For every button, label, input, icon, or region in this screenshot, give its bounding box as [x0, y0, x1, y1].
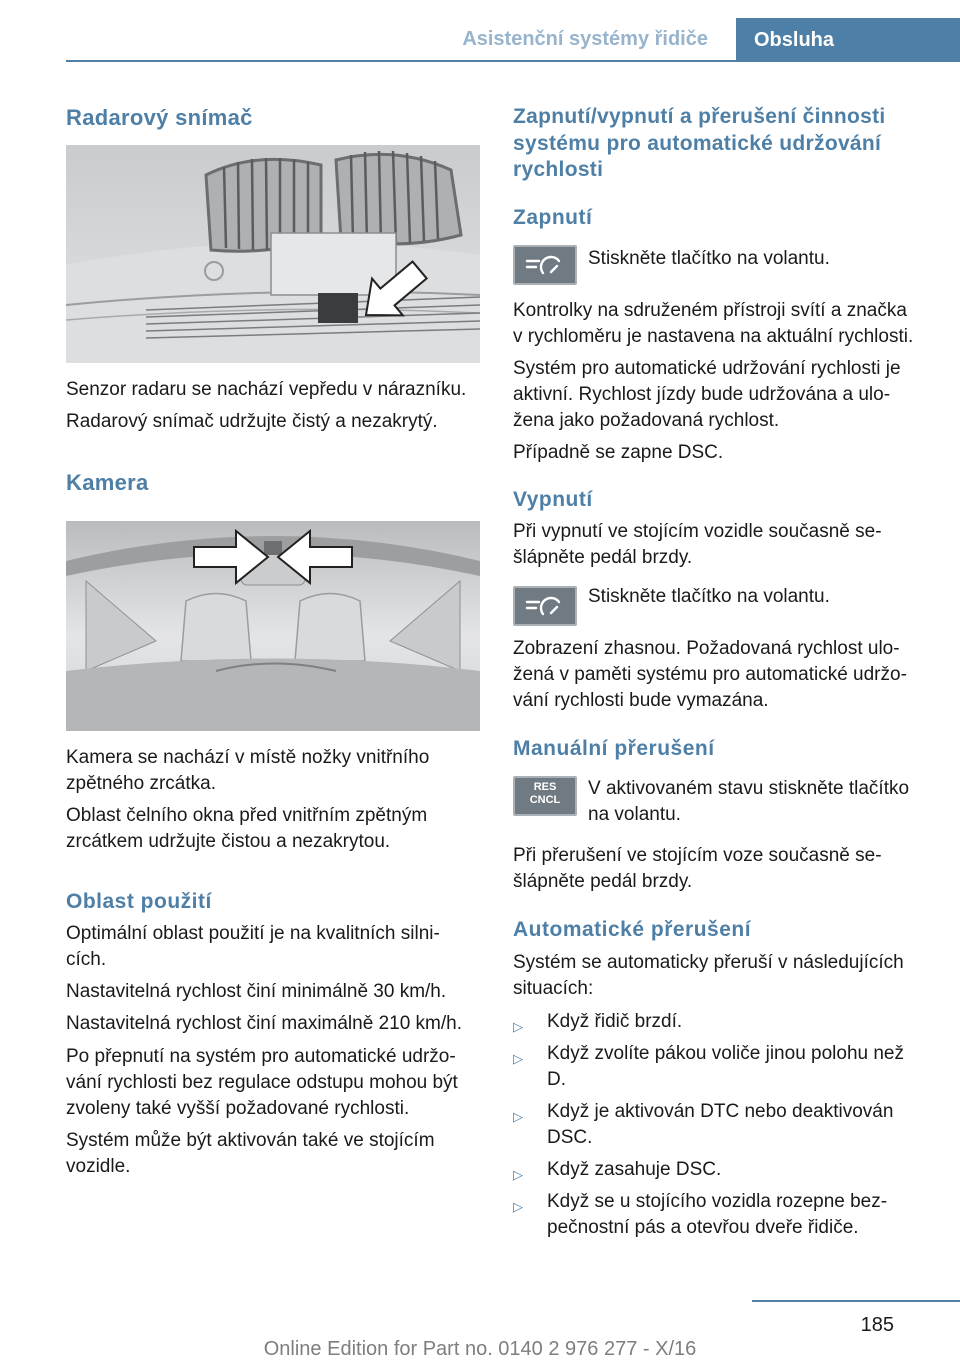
use-text-4-line-3: zvoleny také vyšší požadované rychlosti. [66, 1098, 410, 1119]
manual-interrupt-heading: Manuální přerušení [513, 737, 715, 760]
camera-text-1-line-1: Kamera se nachází v místě nožky vnitřního [66, 747, 430, 768]
on-text-2-line-1: Systém pro automatické udržování rychlosti je [513, 358, 901, 379]
cruise-control-off-button-icon [513, 586, 577, 626]
camera-photo [66, 521, 480, 731]
main-heading-line-3: rychlosti [513, 158, 604, 181]
use-text-2: Nastavitelná rychlost činí minimálně 30 km/h. [66, 981, 447, 1002]
main-heading-line-2: systému pro automatické udržování [513, 132, 882, 155]
camera-heading: Kamera [66, 470, 149, 495]
on-button-text: Stiskněte tlačítko na volantu. [588, 248, 830, 269]
off-text-1-line-1: Při vypnutí ve stojícím vozidle současně se- [513, 521, 882, 542]
page-footer [0, 1300, 960, 1362]
off-text-2-line-1: Zobrazení zhasnou. Požadovaná rychlost ulo- [513, 638, 900, 659]
on-text-1-line-2: v rychloměru je nastavena na aktuální rychlosti. [513, 326, 914, 347]
on-heading: Zapnutí [513, 206, 593, 229]
auto-interrupt-heading: Automatické přerušení [513, 918, 752, 941]
manual-button-text-line-1: V aktivovaném stavu stiskněte tlačítko [588, 778, 910, 799]
use-text-1-line-1: Optimální oblast použití je na kvalitních silni- [66, 923, 440, 944]
list-item-text: Když je aktivován DTC nebo deaktivován [547, 1101, 894, 1122]
radar-text-1: Senzor radaru se nachází vepředu v nárazníku. [66, 379, 467, 400]
edition-line: Online Edition for Part no. 0140 2 976 277 - X/16 [263, 1338, 697, 1360]
on-text-1-line-1: Kontrolky na sdruženém přístroji svítí a značka [513, 300, 907, 321]
res-label: RES [533, 781, 557, 793]
header-section-title: Asistenční systémy řidiče [462, 28, 708, 50]
on-text-2-line-3: žena jako požadovaná rychlost. [513, 410, 780, 431]
radar-text-2: Radarový snímač udržujte čistý a nezakrytý. [66, 411, 438, 432]
bullet-triangle-icon: ▷ [513, 1167, 523, 1182]
bullet-triangle-icon: ▷ [513, 1019, 523, 1034]
manual-button-text-line-2: na volantu. [588, 804, 681, 825]
camera-text-2-line-2: zrcátkem udržujte čistou a nezakrytou. [66, 831, 391, 852]
camera-text-1-line-2: zpětného zrcátka. [66, 773, 216, 794]
page-header [0, 0, 960, 62]
use-text-3: Nastavitelná rychlost činí maximálně 210 km/h. [66, 1013, 462, 1034]
off-text-2-line-3: vání rychlosti bude vymazána. [513, 690, 769, 711]
list-item-text: pečnostní pás a otevřou dveře řidiče. [547, 1217, 859, 1238]
off-heading: Vypnutí [513, 488, 593, 511]
radar-sensor-photo [66, 145, 480, 363]
res-cncl-button-icon [513, 776, 577, 816]
header-chapter-tab: Obsluha [736, 18, 960, 62]
use-text-5-line-2: vozidle. [66, 1156, 131, 1177]
use-text-4-line-1: Po přepnutí na systém pro automatické udržo- [66, 1046, 456, 1067]
use-heading: Oblast použití [66, 890, 212, 913]
manual-text-1-line-1: Při přerušení ve stojícím voze současně se- [513, 845, 882, 866]
main-heading-line-1: Zapnutí/vypnutí a přerušení činnosti [513, 105, 886, 128]
list-item-text: DSC. [547, 1127, 593, 1148]
header-rule [66, 60, 960, 62]
use-text-5-line-1: Systém může být aktivován také ve stojícím [66, 1130, 435, 1151]
footer-rule [752, 1300, 960, 1302]
cncl-label: CNCL [529, 794, 561, 806]
on-text-3: Případně se zapne DSC. [513, 442, 724, 463]
list-item-text: D. [547, 1069, 566, 1090]
use-text-1-line-2: cích. [66, 949, 107, 970]
radar-heading: Radarový snímač [66, 105, 253, 130]
off-text-2-line-2: žená v paměti systému pro automatické udržo- [513, 664, 907, 685]
list-item-text: Když zasahuje DSC. [547, 1159, 722, 1180]
page-number: 185 [860, 1314, 894, 1336]
camera-text-2-line-1: Oblast čelního okna před vnitřním zpětným [66, 805, 428, 826]
list-item-text: Když se u stojícího vozidla rozepne bez- [547, 1191, 888, 1212]
cruise-control-button-icon [513, 245, 577, 285]
off-text-1-line-2: šlápněte pedál brzdy. [513, 547, 693, 568]
list-item-text: Když zvolíte pákou voliče jinou polohu než [547, 1043, 905, 1064]
use-text-4-line-2: vání rychlosti bez regulace odstupu mohou být [66, 1072, 458, 1093]
manual-text-1-line-2: šlápněte pedál brzdy. [513, 871, 693, 892]
bullet-triangle-icon: ▷ [513, 1199, 523, 1214]
bullet-triangle-icon: ▷ [513, 1051, 523, 1066]
on-text-2-line-2: aktivní. Rychlost jízdy bude udržována a ulo- [513, 384, 891, 405]
off-button-text: Stiskněte tlačítko na volantu. [588, 586, 830, 607]
auto-text-1-line-2: situacích: [513, 978, 594, 999]
list-item-text: Když řidič brzdí. [547, 1011, 683, 1032]
bullet-triangle-icon: ▷ [513, 1109, 523, 1124]
auto-text-1-line-1: Systém se automaticky přeruší v následujících [513, 952, 904, 973]
